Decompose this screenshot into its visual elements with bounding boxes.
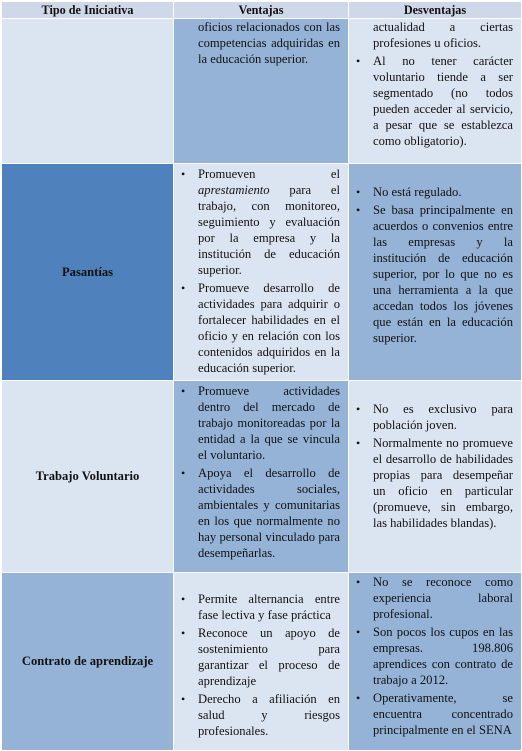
desventajas-cell [349, 164, 522, 381]
ventajas-cell [174, 573, 349, 751]
ventajas-cell [174, 381, 349, 573]
desventajas-cell [349, 19, 522, 164]
initiatives-table [1, 1, 522, 751]
header-tipo: Tipo de Iniciativa [2, 2, 174, 19]
header-row [2, 2, 522, 19]
list-item: • Se basa principalmente en acuerdos o convenios entre las empresas y la institución de educación superior, por lo que no es una herramienta a la que accedan todos los jóvenes que están en la educación superior. [349, 202, 521, 346]
list-item: • Son pocos los cupos en las empresas. 198.806 aprendices con contrato de trabajo a 2012. [349, 624, 521, 688]
type-cell: Trabajo Voluntario [2, 381, 174, 573]
list-item: • Promueven el aprestamiento para el trabajo, con monitoreo, seguimiento y evaluación por la empresa y la institución de educación superior. [174, 166, 348, 278]
table-row [2, 381, 522, 573]
desventajas-cell [349, 573, 522, 751]
list-item: • Derecho a afiliación en salud y riesgos profesionales. [174, 691, 348, 739]
table-row [2, 164, 522, 381]
table-row [2, 573, 522, 751]
list-item: • Al no tener carácter voluntario tiende a ser segmentado (no todos pueden acceder al servicio, a pesar que se establezca como obligatorio). [349, 53, 521, 149]
list-item: • Normalmente no promueve el desarrollo de habilidades propias para desempeñar un oficio en particular (promueve, sin embargo, las habilidades blandas). [349, 435, 521, 531]
list-item: • No está regulado. [349, 184, 521, 200]
list-item: • No es exclusivo para población joven. [349, 401, 521, 433]
list-item: • Reconoce un apoyo de sostenimiento para garantizar el proceso de aprendizaje [174, 625, 348, 689]
table-row [2, 19, 522, 164]
list-item: • Apoya el desarrollo de actividades sociales, ambientales y comunitarias en los que normalmente no hay personal vinculado para desempeñarlas. [174, 465, 348, 561]
list-item: • No se reconoce como experiencia laboral profesional. [349, 574, 521, 622]
desventajas-cell [349, 381, 522, 573]
type-cell: Pasantías [2, 164, 174, 381]
list-item: • Promueve actividades dentro del mercado de trabajo monitoreadas por la entidad a la que se vincula el voluntario. [174, 383, 348, 463]
header-desventajas: Desventajas [349, 2, 522, 19]
list-item: • Permite alternancia entre fase lectiva y fase práctica [174, 591, 348, 623]
list-item: • Promueve desarrollo de actividades para adquirir o fortalecer habilidades en el oficio y en relación con los contenidos adquiridos en la educación superior. [174, 280, 348, 376]
header-ventajas: Ventajas [174, 2, 349, 19]
list-item: • Operativamente, se encuentra concentrado principalmente en el SENA [349, 690, 521, 738]
list-item: oficios relacionados con las competencias adquiridas en la educación superior. [198, 20, 340, 66]
list-item: actualidad a ciertas profesiones u oficios. [373, 20, 513, 50]
type-cell: Contrato de aprendizaje [2, 573, 174, 751]
ventajas-cell [174, 164, 349, 381]
ventajas-cell [174, 19, 349, 164]
type-cell [2, 19, 174, 164]
